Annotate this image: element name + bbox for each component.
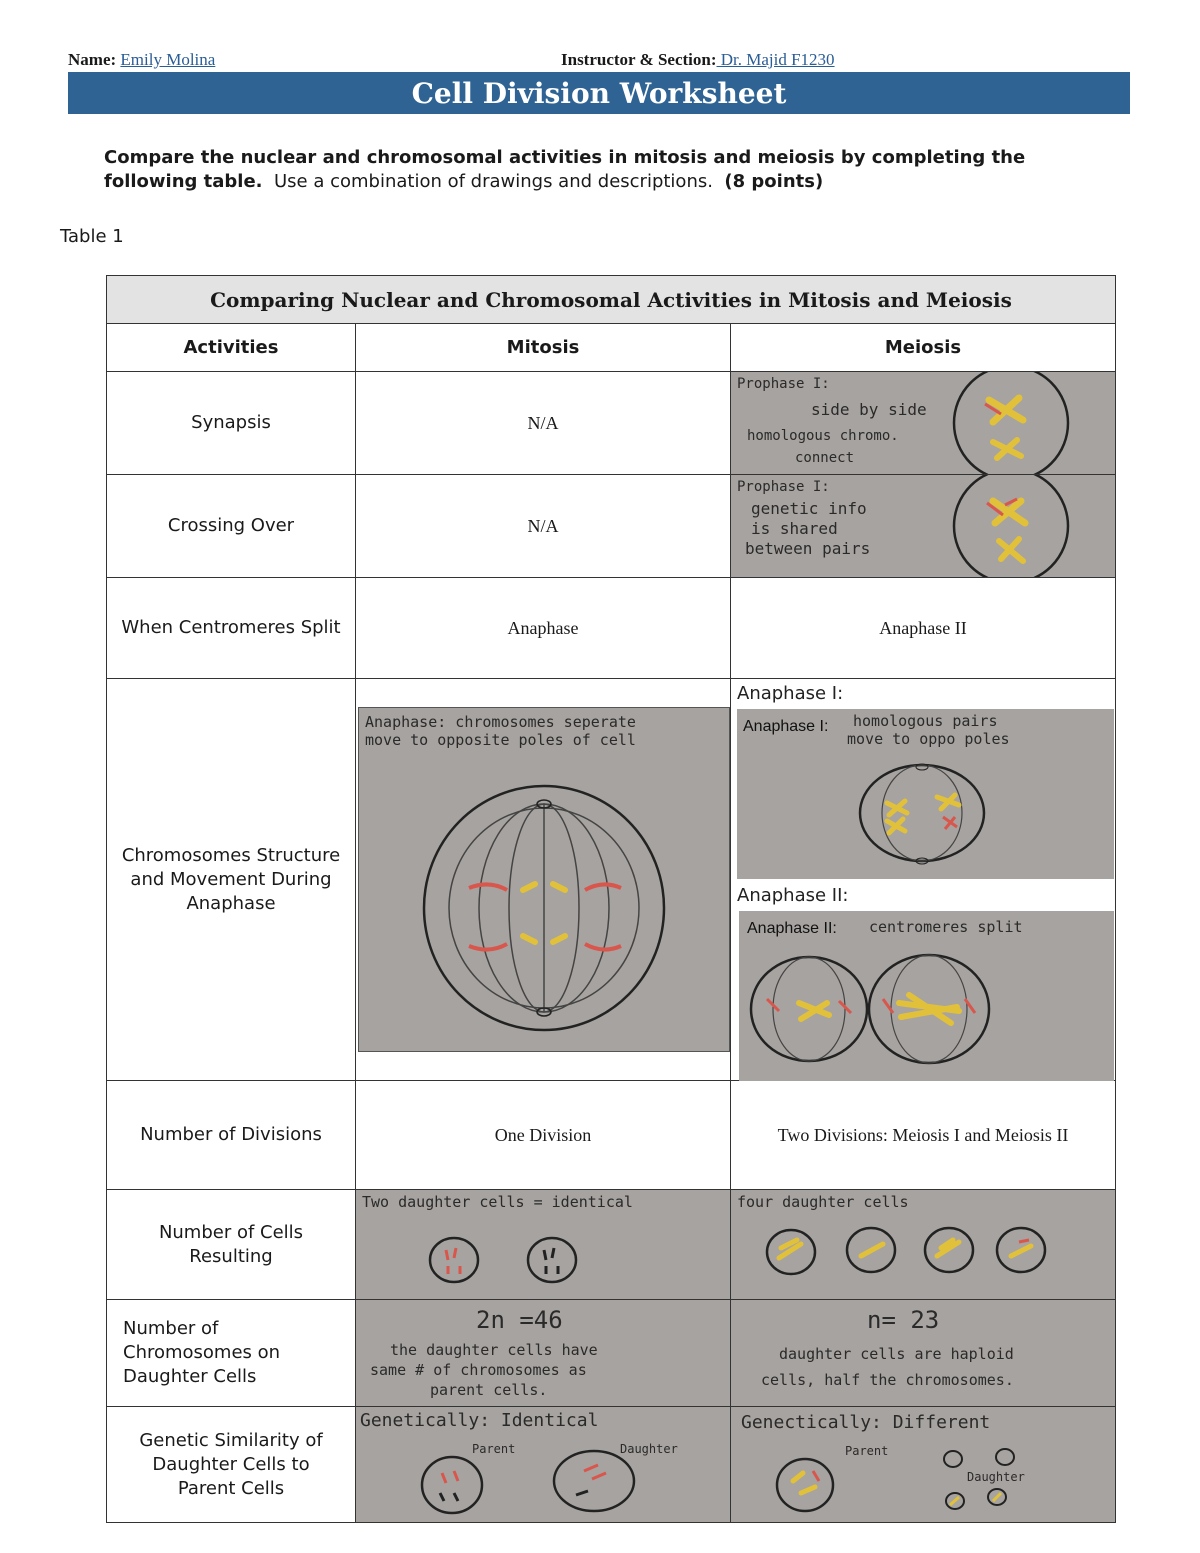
handwritten-note: same # of chromosomes as [370, 1361, 587, 1379]
handwritten-note: between pairs [745, 539, 871, 558]
header-activities: Activities [107, 324, 356, 372]
mitosis-anaphase-cell [356, 679, 731, 1081]
name-field [68, 50, 215, 70]
instructor-field [561, 50, 835, 70]
activity-synapsis: Synapsis [107, 372, 356, 475]
handwritten-note: the daughter cells have [390, 1341, 598, 1359]
cell-drawing [737, 709, 1114, 879]
handwritten-note: side by side [811, 400, 927, 419]
handwritten-note: is shared [751, 519, 838, 538]
handwritten-note: parent cells. [430, 1381, 548, 1399]
meiosis-divisions: Two Divisions: Meiosis I and Meiosis II [731, 1081, 1116, 1190]
activity-centromeres: When Centromeres Split [107, 578, 356, 679]
meiosis-chromosomes-drawing [731, 1300, 1116, 1407]
handwritten-formula: n= 23 [867, 1306, 940, 1334]
name-label: Name: [68, 50, 117, 69]
name-value: Emily Molina [120, 50, 216, 69]
header [68, 50, 1130, 74]
mitosis-divisions: One Division [356, 1081, 731, 1190]
table-row [107, 578, 1116, 679]
cell-drawing [731, 475, 1116, 578]
cell-drawing [739, 911, 1114, 1081]
meiosis-genetic-drawing [731, 1407, 1116, 1523]
mitosis-cells-drawing [356, 1190, 731, 1300]
handwritten-note: Prophase I: [737, 479, 830, 495]
handwritten-note: homologous pairs [853, 712, 998, 730]
cell-drawing [731, 1190, 1116, 1300]
meiosis-anaphase-i-drawing [737, 709, 1114, 879]
table-row [107, 679, 1116, 1081]
photo-label: Anaphase I: [743, 718, 829, 735]
header-mitosis: Mitosis [356, 324, 731, 372]
activity-cells: Number of Cells Resulting [107, 1190, 356, 1300]
meiosis-crossing-drawing [731, 475, 1116, 578]
instructions-points: (8 points) [724, 171, 824, 192]
table-title: Comparing Nuclear and Chromosomal Activities in Mitosis and Meiosis [107, 276, 1116, 324]
cell-drawing [359, 708, 729, 1051]
table-row [107, 1190, 1116, 1300]
photo-label: Anaphase II: [747, 920, 837, 937]
handwritten-note: connect [795, 450, 855, 466]
handwritten-note: Genectically: Different [741, 1412, 991, 1433]
handwritten-note: centromeres split [869, 918, 1023, 936]
handwritten-note: Prophase I: [737, 376, 830, 392]
header-meiosis: Meiosis [731, 324, 1116, 372]
parent-label: Parent [845, 1444, 889, 1458]
handwritten-formula: 2n =46 [476, 1306, 563, 1334]
daughter-label: Daughter [967, 1470, 1025, 1484]
table-row [107, 1407, 1116, 1523]
instructor-label: Instructor & Section: [561, 50, 717, 69]
meiosis-synapsis-drawing [731, 372, 1116, 475]
handwritten-note: Anaphase: chromosomes seperate [365, 713, 636, 731]
meiosis-cells-drawing [731, 1190, 1116, 1300]
handwritten-note: Two daughter cells = identical [362, 1193, 633, 1211]
worksheet-title: Cell Division Worksheet [68, 72, 1130, 114]
mitosis-crossing-over: N/A [356, 475, 731, 578]
mitosis-centromeres: Anaphase [356, 578, 731, 679]
instructions [104, 146, 1104, 194]
handwritten-note: move to opposite poles of cell [365, 731, 636, 749]
activity-anaphase: Chromosomes Structure and Movement During Anaphase [107, 679, 356, 1081]
activity-chromosomes: Number of Chromosomes on Daughter Cells [107, 1300, 356, 1407]
table-row [107, 372, 1116, 475]
instructions-bold: Compare the nuclear and chromosomal activities in mitosis and meiosis by completing the following table. [104, 147, 1026, 192]
table-row [107, 1081, 1116, 1190]
handwritten-note: daughter cells are haploid [779, 1345, 1014, 1363]
handwritten-note: genetic info [751, 499, 867, 518]
mitosis-chromosomes-drawing [356, 1300, 731, 1407]
instructions-normal: Use a combination of drawings and descriptions. [273, 171, 713, 192]
table-row [107, 475, 1116, 578]
table-label: Table 1 [60, 226, 124, 247]
handwritten-note: cells, half the chromosomes. [761, 1371, 1014, 1389]
activity-crossing-over: Crossing Over [107, 475, 356, 578]
mitosis-synapsis: N/A [356, 372, 731, 475]
cell-drawing [356, 1190, 731, 1300]
instructor-value: Dr. Majid F1230 [716, 50, 835, 69]
meiosis-centromeres: Anaphase II [731, 578, 1116, 679]
mitosis-genetic-drawing [356, 1407, 731, 1523]
meiosis-anaphase-cell [731, 679, 1116, 1081]
activity-genetic: Genetic Similarity of Daughter Cells to Parent Cells [107, 1407, 356, 1523]
mitosis-anaphase-drawing [358, 707, 730, 1052]
meiosis-anaphase-ii-drawing [739, 911, 1114, 1081]
cell-drawing [731, 1407, 1116, 1523]
anaphase-i-label: Anaphase I: [737, 683, 844, 704]
cell-drawing [731, 372, 1116, 475]
parent-label: Parent [472, 1442, 516, 1456]
activity-divisions: Number of Divisions [107, 1081, 356, 1190]
daughter-label: Daughter [620, 1442, 678, 1456]
cell-drawing [356, 1407, 731, 1523]
handwritten-note: Genetically: Identical [360, 1410, 599, 1431]
table-row [107, 1300, 1116, 1407]
comparison-table [106, 275, 1116, 1523]
anaphase-ii-label: Anaphase II: [737, 885, 849, 906]
handwritten-note: homologous chromo. [747, 428, 899, 444]
handwritten-note: move to oppo poles [847, 730, 1010, 748]
handwritten-note: four daughter cells [737, 1193, 909, 1211]
